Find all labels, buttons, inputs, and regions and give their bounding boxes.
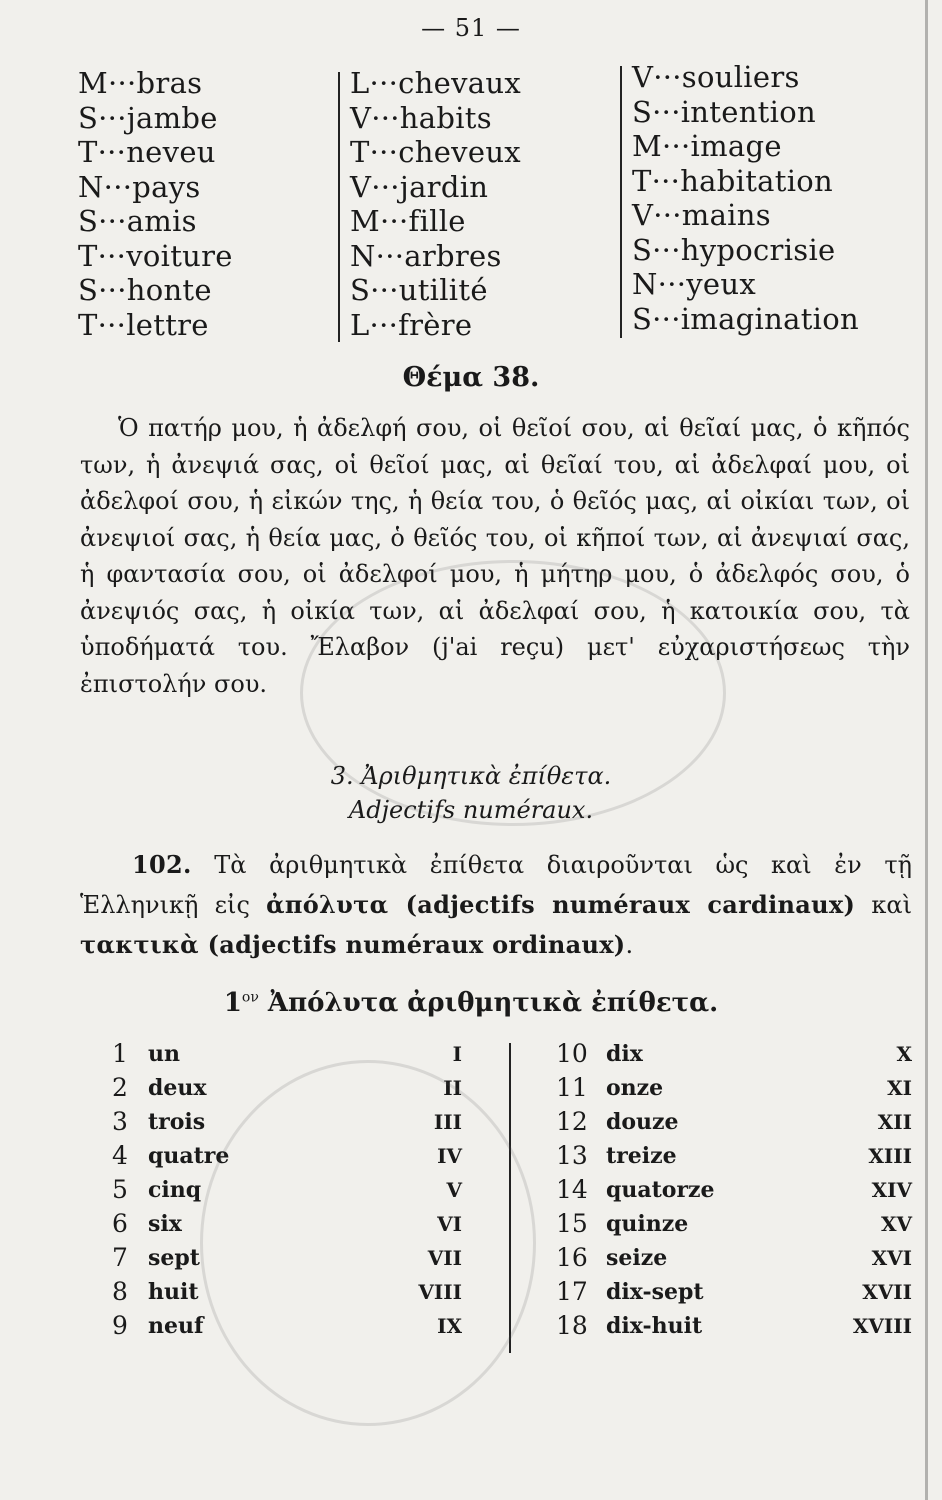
digit: 10 <box>556 1039 588 1068</box>
number-row <box>556 1173 912 1207</box>
french-word: quinze <box>606 1211 689 1237</box>
vocab-column-2 <box>350 66 521 342</box>
vocab-entry: N···arbres <box>350 238 502 273</box>
roman-numeral: VI <box>437 1212 462 1236</box>
paragraph-number: 102. <box>132 850 192 879</box>
vocab-entry: T···cheveux <box>350 135 521 169</box>
vocab-entry: T···habitation <box>632 163 834 198</box>
page-number: — 51 — <box>421 14 521 42</box>
french-word: neuf <box>148 1313 204 1339</box>
subheading-prefix: 1 <box>223 988 242 1018</box>
vocab-entry: M···bras <box>78 66 203 100</box>
number-row <box>556 1071 912 1105</box>
french-word: un <box>148 1041 180 1067</box>
french-word: six <box>148 1211 182 1237</box>
paragraph-102 <box>80 845 912 965</box>
vocab-entry: S···honte <box>78 273 212 307</box>
exercise-title: Θέμα 38. <box>402 362 540 393</box>
page-edge-shadow <box>925 0 928 1500</box>
digit: 6 <box>112 1209 128 1238</box>
vocab-entry: S···jambe <box>78 100 218 135</box>
roman-numeral: XII <box>877 1110 912 1134</box>
vocab-entry: L···frère <box>350 307 473 342</box>
roman-numeral: XVII <box>862 1280 912 1304</box>
digit: 17 <box>556 1277 588 1306</box>
french-word: quatre <box>148 1143 230 1169</box>
vocab-column-1 <box>78 66 233 342</box>
digit: 14 <box>556 1175 588 1204</box>
term-cardinal: ἀπόλυτα (adjectifs numéraux cardinaux) <box>266 890 856 919</box>
roman-numeral: XI <box>887 1076 912 1100</box>
french-word: cinq <box>148 1177 202 1203</box>
faded-stamp-mark <box>300 560 726 826</box>
paragraph-text: Τὰ ἀριθμητικὰ ἐπίθετα διαιροῦνται ὡς καὶ ἐν τῇ Ἑλληνικῇ εἰς <box>80 851 912 919</box>
roman-numeral: XVI <box>871 1246 912 1270</box>
numbers-table-right <box>556 1037 912 1343</box>
vocab-entry: N···pays <box>78 169 201 204</box>
number-row <box>556 1105 912 1139</box>
roman-numeral: VIII <box>418 1280 462 1304</box>
roman-numeral: V <box>446 1178 462 1202</box>
roman-numeral: XIV <box>871 1178 912 1202</box>
paragraph-102-text <box>80 845 912 965</box>
digit: 15 <box>556 1209 588 1238</box>
vocab-entry: S···amis <box>78 204 197 238</box>
digit: 4 <box>112 1141 128 1170</box>
number-row <box>556 1309 912 1343</box>
vocab-entry: M···image <box>632 129 782 163</box>
subheading-title: Ἀπόλυτα ἀριθμητικὰ ἐπίθετα. <box>258 988 719 1018</box>
french-word: treize <box>606 1143 677 1169</box>
vocab-entry: S···imagination <box>632 301 859 336</box>
french-word: dix-sept <box>606 1279 704 1305</box>
digit: 9 <box>112 1311 128 1340</box>
french-word: deux <box>148 1075 207 1101</box>
roman-numeral: X <box>896 1042 912 1066</box>
vocab-entry: V···jardin <box>350 169 489 204</box>
vocab-entry: S···hypocrisie <box>632 232 836 267</box>
vocab-entry: N···yeux <box>632 267 757 301</box>
french-word: dix <box>606 1041 643 1067</box>
french-word: sept <box>148 1245 200 1271</box>
exercise-text: Ὁ πατήρ μου, ἡ ἀδελφή σου, οἱ θεῖοί σου, αἱ θεῖαί μας, ὁ κῆπός των, ἡ ἀνεψιά σας, οἱ θεῖοί μας, αἱ θεῖαί του, αἱ ἀδελφαί μου, οἱ ἀδελφοί σου, ἡ εἰκών της, ἡ θεία του, ὁ θεῖός μας, αἱ οἰκίαι των, οἱ ἀνεψιοί σας, ἡ θεία μας, ὁ θεῖός του, οἱ κῆποί των, αἱ ἀνεψιαί σας, ἡ φαντασία σου, οἱ ἀδελφοί μου, ἡ μήτηρ μου, ὁ ἀδελφός σου, ὁ ἀνεψιός σας, ἡ οἰκία των, αἱ ἀδελφαί σου, ἡ κατοικία σου, τὰ ὑποδήματά του. Ἔλαβον (j'ai reçu) μετ' εὐχαριστήσεως τὴν ἐπιστολήν σου. <box>80 414 910 698</box>
paragraph-text: καὶ <box>855 891 912 919</box>
french-word: douze <box>606 1109 679 1135</box>
number-row <box>556 1037 912 1071</box>
vocab-entry: S···utilité <box>350 273 488 307</box>
roman-numeral: II <box>443 1076 462 1100</box>
roman-numeral: XVIII <box>852 1314 912 1338</box>
roman-numeral: VII <box>427 1246 462 1270</box>
digit: 8 <box>112 1277 128 1306</box>
digit: 18 <box>556 1311 588 1340</box>
number-row <box>556 1207 912 1241</box>
digit: 7 <box>112 1243 128 1272</box>
french-word: trois <box>148 1109 206 1135</box>
vocab-entry: V···souliers <box>632 60 800 94</box>
french-word: seize <box>606 1245 668 1271</box>
vocab-entry: T···neveu <box>78 135 216 169</box>
digit: 2 <box>112 1073 128 1102</box>
roman-numeral: I <box>452 1042 462 1066</box>
digit: 5 <box>112 1175 128 1204</box>
number-row <box>556 1139 912 1173</box>
section-heading-greek: 3. Ἀριθμητικὰ ἐπίθετα. <box>330 762 612 790</box>
digit: 12 <box>556 1107 588 1136</box>
paragraph-text: . <box>625 931 634 959</box>
french-word: dix-huit <box>606 1313 703 1339</box>
digit: 3 <box>112 1107 128 1136</box>
column-divider <box>620 66 622 338</box>
digit: 13 <box>556 1141 588 1170</box>
vocab-entry: L···chevaux <box>350 66 521 100</box>
vocab-column-3 <box>632 60 859 336</box>
digit: 16 <box>556 1243 588 1272</box>
vocab-entry: V···mains <box>632 198 771 232</box>
french-word: onze <box>606 1075 664 1101</box>
french-word: quatorze <box>606 1177 715 1203</box>
vocab-entry: T···lettre <box>78 307 209 342</box>
column-divider <box>338 72 340 342</box>
number-row <box>556 1275 912 1309</box>
section-heading-french: Adjectifs numéraux. <box>348 796 594 824</box>
cardinal-subheading <box>0 988 942 1018</box>
roman-numeral: III <box>433 1110 462 1134</box>
faded-stamp-mark <box>200 1060 536 1426</box>
subheading-sup: ον <box>241 989 259 1006</box>
roman-numeral: IX <box>437 1314 462 1338</box>
term-ordinal: τακτικὰ (adjectifs numéraux ordinaux) <box>80 930 626 959</box>
roman-numeral: XV <box>880 1212 912 1236</box>
french-word: huit <box>148 1279 199 1305</box>
digit: 11 <box>556 1073 588 1102</box>
vocab-entry: V···habits <box>350 100 492 135</box>
roman-numeral: IV <box>437 1144 462 1168</box>
vocab-entry: M···fille <box>350 204 466 238</box>
roman-numeral: XIII <box>868 1144 912 1168</box>
number-row <box>556 1241 912 1275</box>
digit: 1 <box>112 1039 128 1068</box>
vocab-entry: S···intention <box>632 94 816 129</box>
vocab-entry: T···voiture <box>78 238 233 273</box>
